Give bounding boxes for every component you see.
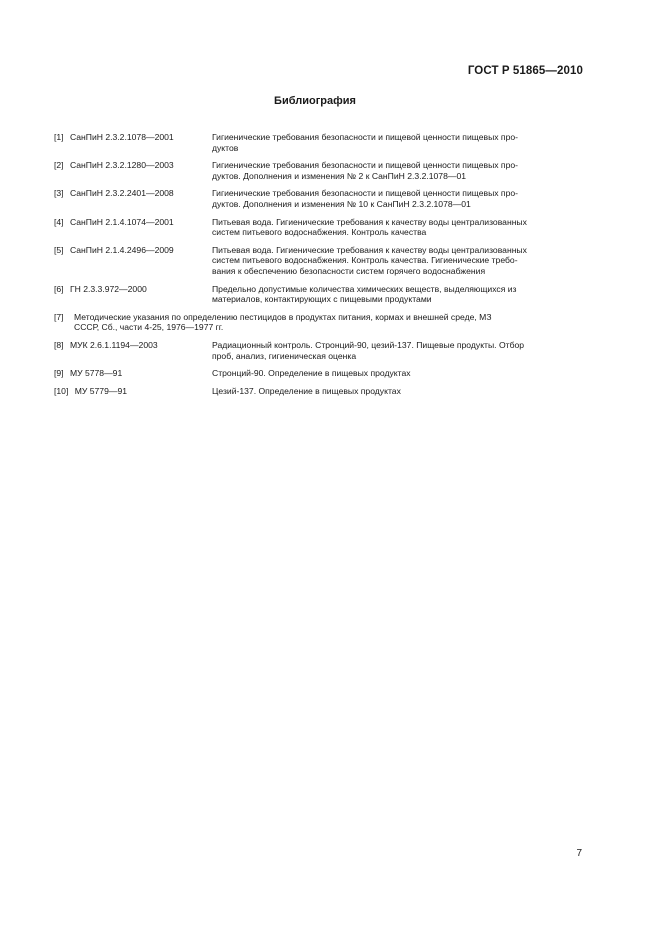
entry-number: [8] (54, 339, 64, 350)
entry-code: СанПиН 2.1.4.2496—2009 (69, 244, 174, 255)
bibliography-entry-7 (54, 312, 579, 333)
page-number: 7 (576, 848, 582, 859)
bibliography-entry-9 (54, 368, 579, 379)
bibliography-entry-4 (54, 217, 579, 238)
entry-number: [3] (54, 188, 64, 199)
bibliography-entry-3 (54, 188, 579, 209)
standard-code: ГОСТ Р 51865—2010 (467, 65, 583, 77)
entry-number: [6] (54, 283, 64, 294)
entry-text: Гигиенические требования безопасности и пищевой ценности пищевых про- дуктов. Дополнения и изменения № 2 к СанПиН 2.3.2.1078—01 (212, 160, 519, 181)
entry-code: МУ 5778—91 (69, 368, 123, 379)
entry-code: ГН 2.3.3.972—2000 (69, 283, 147, 294)
entry-text: Гигиенические требования безопасности и пищевой ценности пищевых про- дуктов. Дополнения и изменения № 10 к СанПиН 2.3.2.1078—01 (212, 188, 519, 209)
bibliography-entry-5 (54, 245, 579, 277)
bibliography-entry-1 (54, 132, 579, 153)
bibliography-title: Библиография (274, 95, 356, 107)
entry-code: СанПиН 2.1.4.1074—2001 (69, 216, 174, 227)
entry-text: Питьевая вода. Гигиенические требования к качеству воды централизованных систем питьевого водоснабжения. Контроль качества (212, 216, 527, 238)
entry-text: Цезий-137. Определение в пищевых продуктах (212, 385, 401, 396)
bibliography-entry-2 (54, 160, 579, 181)
bibliography-list (54, 132, 579, 403)
entry-code: МУ 5779—91 (74, 385, 128, 396)
entry-number: [4] (54, 216, 64, 227)
entry-text: Гигиенические требования безопасности и пищевой ценности пищевых про- дуктов (212, 132, 519, 153)
entry-number: [10] (54, 385, 69, 396)
entry-text: Методические указания по определению пестицидов в продуктах питания, кормах и внешней среде, МЗ СССР, Сб., части 4-25, 1976—1977 гг. (74, 311, 492, 333)
bibliography-entry-10 (54, 386, 579, 397)
entry-number: [2] (54, 160, 64, 171)
entry-text: Питьевая вода. Гигиенические требования к качеству воды централизованных систем питьевого водоснабжения. Контроль качества. Гигиенические требо- вания к обеспечению безопасности систем горячего водоснабжения (212, 244, 527, 276)
entry-text: Стронций-90. Определение в пищевых продуктах (212, 368, 411, 379)
entry-code: СанПиН 2.3.2.1280—2003 (69, 160, 174, 171)
entry-number: [1] (54, 132, 64, 142)
entry-code: МУК 2.6.1.1194—2003 (69, 339, 158, 350)
entry-text: Предельно допустимые количества химических веществ, выделяющихся из материалов, контактирующих с пищевыми продуктами (212, 283, 517, 305)
entry-code: СанПиН 2.3.2.1078—2001 (69, 132, 174, 142)
entry-number: [5] (54, 244, 64, 255)
bibliography-entry-6 (54, 284, 579, 305)
bibliography-entry-8 (54, 340, 579, 361)
entry-text: Радиационный контроль. Стронций-90, цезий-137. Пищевые продукты. Отбор проб, анализ, гигиеническая оценка (212, 339, 525, 361)
entry-code: СанПиН 2.3.2.2401—2008 (69, 188, 174, 199)
entry-number: [7] (54, 311, 64, 322)
entry-number: [9] (54, 368, 64, 379)
